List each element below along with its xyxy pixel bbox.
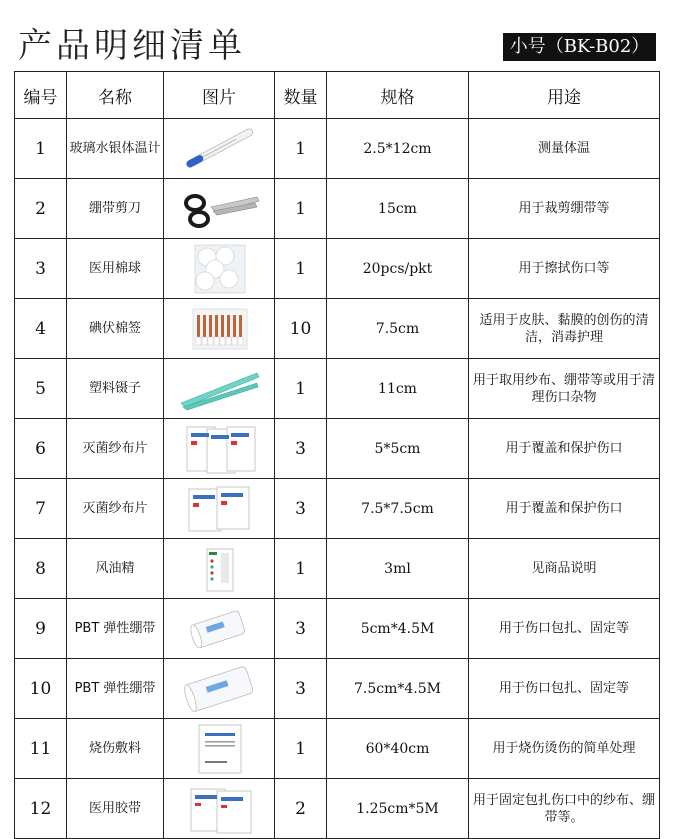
- row-name: 灭菌纱布片: [67, 419, 164, 479]
- row-name: 灭菌纱布片: [67, 479, 164, 539]
- row-qty: 10: [275, 299, 327, 359]
- row-no: 7: [15, 479, 67, 539]
- row-qty: 1: [275, 359, 327, 419]
- row-no: 4: [15, 299, 67, 359]
- table-row: [15, 119, 660, 179]
- table-row: [15, 539, 660, 599]
- row-spec: 7.5cm: [327, 299, 469, 359]
- row-use: 见商品说明: [469, 539, 660, 599]
- row-spec: 5cm*4.5M: [327, 599, 469, 659]
- row-no: 6: [15, 419, 67, 479]
- row-no: 5: [15, 359, 67, 419]
- row-qty: 2: [275, 779, 327, 839]
- thermometer-image: [177, 123, 261, 175]
- row-spec: 15cm: [327, 179, 469, 239]
- row-name: 绷带剪刀: [67, 179, 164, 239]
- row-name: 医用棉球: [67, 239, 164, 299]
- row-use: 用于固定包扎伤口中的纱布、绷带等。: [469, 779, 660, 839]
- row-no: 8: [15, 539, 67, 599]
- row-use: 用于覆盖和保护伤口: [469, 419, 660, 479]
- gauze-pads-small-image: [177, 423, 261, 475]
- row-qty: 1: [275, 179, 327, 239]
- table-row: [15, 659, 660, 719]
- col-header-name: 名称: [67, 72, 164, 119]
- col-header-qty: 数量: [275, 72, 327, 119]
- row-qty: 1: [275, 119, 327, 179]
- row-spec: 11cm: [327, 359, 469, 419]
- cotton-balls-image: [177, 243, 261, 295]
- col-header-use: 用途: [469, 72, 660, 119]
- row-no: 3: [15, 239, 67, 299]
- row-use: 用于裁剪绷带等: [469, 179, 660, 239]
- row-qty: 1: [275, 719, 327, 779]
- row-name: 塑料镊子: [67, 359, 164, 419]
- bandage-scissors-image: [177, 183, 261, 235]
- row-name: 烧伤敷料: [67, 719, 164, 779]
- table-row: [15, 359, 660, 419]
- gauze-pads-large-image: [177, 483, 261, 535]
- row-spec: 20pcs/pkt: [327, 239, 469, 299]
- row-spec: 5*5cm: [327, 419, 469, 479]
- table-row: [15, 599, 660, 659]
- row-use: 用于伤口包扎、固定等: [469, 599, 660, 659]
- table-row: [15, 179, 660, 239]
- table-row: [15, 239, 660, 299]
- row-no: 1: [15, 119, 67, 179]
- row-no: 10: [15, 659, 67, 719]
- row-use: 用于覆盖和保护伤口: [469, 479, 660, 539]
- pbt-bandage-large-image: [177, 663, 261, 715]
- row-name: PBT 弹性绷带: [67, 659, 164, 719]
- col-header-spec: 规格: [327, 72, 469, 119]
- row-name: 医用胶带: [67, 779, 164, 839]
- row-qty: 1: [275, 239, 327, 299]
- row-name: PBT 弹性绷带: [67, 599, 164, 659]
- row-name: 碘伏棉签: [67, 299, 164, 359]
- table-row: [15, 719, 660, 779]
- col-header-no: 编号: [15, 72, 67, 119]
- row-qty: 1: [275, 539, 327, 599]
- row-use: 测量体温: [469, 119, 660, 179]
- row-use: 用于擦拭伤口等: [469, 239, 660, 299]
- row-qty: 3: [275, 659, 327, 719]
- row-no: 2: [15, 179, 67, 239]
- medical-tape-image: [177, 783, 261, 835]
- pbt-bandage-image: [177, 603, 261, 655]
- row-no: 11: [15, 719, 67, 779]
- row-use: 用于烧伤烫伤的简单处理: [469, 719, 660, 779]
- essential-balm-image: [177, 543, 261, 595]
- row-spec: 2.5*12cm: [327, 119, 469, 179]
- table-row: [15, 779, 660, 839]
- row-no: 9: [15, 599, 67, 659]
- row-name: 风油精: [67, 539, 164, 599]
- row-qty: 3: [275, 479, 327, 539]
- row-qty: 3: [275, 599, 327, 659]
- row-spec: 7.5*7.5cm: [327, 479, 469, 539]
- row-spec: 3ml: [327, 539, 469, 599]
- row-use: 用于取用纱布、绷带等或用于清理伤口杂物: [469, 359, 660, 419]
- product-table: [14, 71, 660, 839]
- burn-dressing-image: [177, 723, 261, 775]
- col-header-image: 图片: [164, 72, 275, 119]
- model-badge: 小号（BK-B02）: [503, 33, 656, 61]
- row-spec: 1.25cm*5M: [327, 779, 469, 839]
- row-use: 适用于皮肤、黏膜的创伤的清洁，消毒护理: [469, 299, 660, 359]
- row-no: 12: [15, 779, 67, 839]
- table-row: [15, 419, 660, 479]
- row-name: 玻璃水银体温计: [67, 119, 164, 179]
- table-row: [15, 299, 660, 359]
- row-spec: 60*40cm: [327, 719, 469, 779]
- table-row: [15, 479, 660, 539]
- row-spec: 7.5cm*4.5M: [327, 659, 469, 719]
- row-use: 用于伤口包扎、固定等: [469, 659, 660, 719]
- table-header-row: [15, 72, 660, 119]
- iodine-swabs-image: [177, 303, 261, 355]
- page-title: 产品明细清单: [18, 26, 246, 66]
- tweezers-image: [177, 363, 261, 415]
- row-qty: 3: [275, 419, 327, 479]
